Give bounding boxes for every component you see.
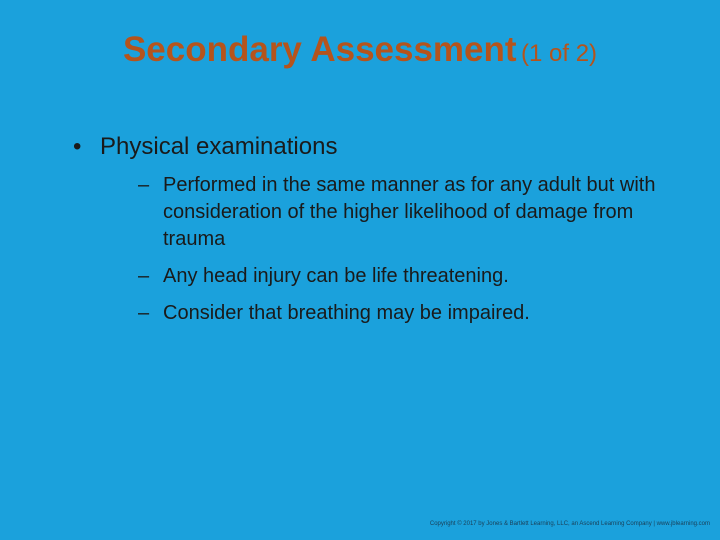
sub-bullet-item [100,263,673,290]
sub-bullet-item [100,300,673,327]
bullet-item [73,131,673,327]
sub-bullet-text: Consider that breathing may be impaired. [163,302,530,324]
sub-bullet-text: Performed in the same manner as for any adult but with consideration of the higher likelihood of damage from trauma [163,174,656,250]
sub-bullet-text: Any head injury can be life threatening. [163,265,509,287]
sub-bullet-marker: – [138,302,150,324]
sub-bullet-list [100,172,673,327]
copyright-footer: Copyright © 2017 by Jones & Bartlett Learning, LLC, an Ascend Learning Company | www.jblearning.com [429,521,710,527]
sub-bullet-marker: – [138,174,150,196]
sub-bullet-item [100,172,673,253]
bullet-list [73,131,673,337]
sub-bullet-marker: – [138,265,150,287]
bullet-text: Physical examinations [100,133,338,160]
slide-title [0,30,720,70]
slide-title-sub: (1 of 2) [521,40,598,67]
bullet-marker: • [73,133,82,160]
slide-title-main: Secondary Assessment [122,30,517,69]
